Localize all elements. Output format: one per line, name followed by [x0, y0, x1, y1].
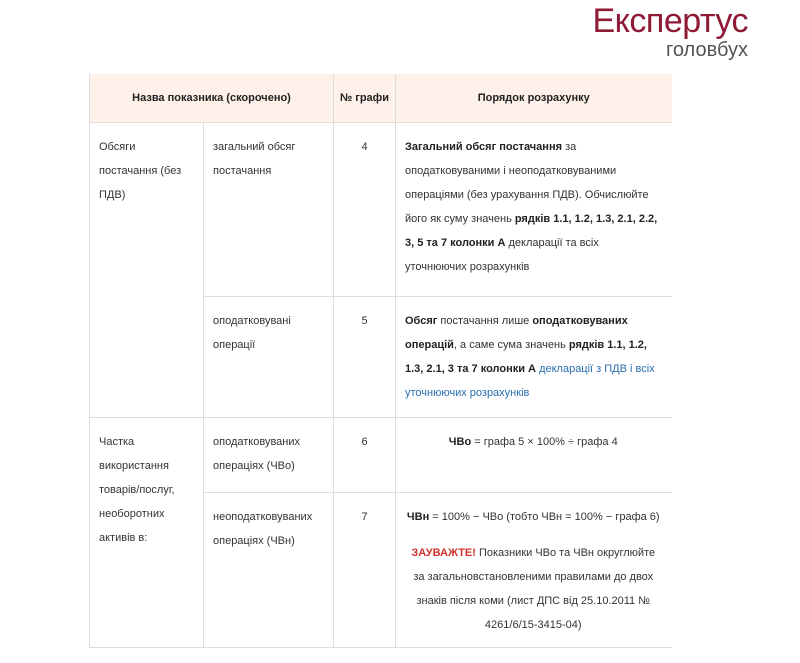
calculation-text	[405, 430, 662, 454]
text-segment: постачання лише	[437, 315, 533, 327]
bold-text: рядків 1.1, 1.2, 1.3, 2.1, 3 та 7 колонки А	[405, 339, 647, 375]
column-number: 4	[334, 123, 396, 297]
brand-subtitle: головбух	[666, 39, 748, 61]
sub-indicator: оподатковувані операції	[204, 297, 334, 418]
sub-indicator: неоподатковуваних операціях (ЧВн)	[204, 493, 334, 648]
calculation-cell	[396, 418, 672, 493]
bold-text: оподатковуваних операцій	[405, 315, 628, 351]
calculation-text	[405, 135, 662, 279]
declaration-link[interactable]: декларації з ПДВ і всіх уточнюючих розрахунків	[405, 363, 655, 399]
calculation-text	[405, 309, 662, 405]
brand-name: Експертус	[592, 2, 748, 40]
bold-text: Обсяг	[405, 315, 438, 327]
calculation-cell	[396, 123, 672, 297]
text-segment: декларації та всіх уточнюючих розрахунків	[405, 237, 599, 273]
text-segment: = графа 5 × 100% ÷ графа 4	[471, 436, 618, 448]
header-column-number: № графи	[334, 74, 396, 123]
sub-indicator: оподатковуваних операціях (ЧВо)	[204, 418, 334, 493]
header-indicator: Назва показника (скорочено)	[90, 74, 334, 123]
table-row	[90, 123, 672, 297]
calculation-cell	[396, 297, 672, 418]
text-segment: , а саме сума значень	[453, 339, 569, 351]
warning-note	[405, 541, 662, 637]
group-label: Частка використання товарів/послуг, необоротних активів в:	[90, 418, 204, 648]
table-header-row	[90, 74, 672, 123]
header-calculation: Порядок розрахунку	[396, 74, 672, 123]
warning-label: ЗАУВАЖТЕ!	[411, 547, 476, 559]
bold-text: ЧВн	[406, 511, 430, 523]
calculation-cell	[396, 493, 672, 648]
text-segment: = 100% − ЧВо (тобто ЧВн = 100% − графа 6)	[429, 511, 660, 523]
calculation-table	[89, 74, 672, 648]
bold-text: ЧВо	[448, 436, 472, 448]
column-number: 5	[334, 297, 396, 418]
bold-text: рядків 1.1, 1.2, 1.3, 2.1, 2.2, 3, 5 та 7 колонки А	[405, 213, 658, 249]
brand-logo	[593, 4, 749, 60]
group-label: Обсяги постачання (без ПДВ)	[90, 123, 204, 418]
text-segment: Показники ЧВо та ЧВн округлюйте за загальновстановленими правилами до двох знаків після коми (лист ДПС від 25.10.2011 № 4261/6/15-3415-04)	[413, 547, 656, 631]
text-segment: за оподатковуваними і неоподатковуваними операціями (без урахування ПДВ). Обчислюйте його як суму значень	[405, 141, 649, 225]
column-number: 7	[334, 493, 396, 648]
sub-indicator: загальний обсяг постачання	[204, 123, 334, 297]
table-row	[90, 418, 672, 493]
column-number: 6	[334, 418, 396, 493]
calculation-text	[405, 505, 662, 529]
bold-text: Загальний обсяг постачання	[405, 141, 563, 153]
